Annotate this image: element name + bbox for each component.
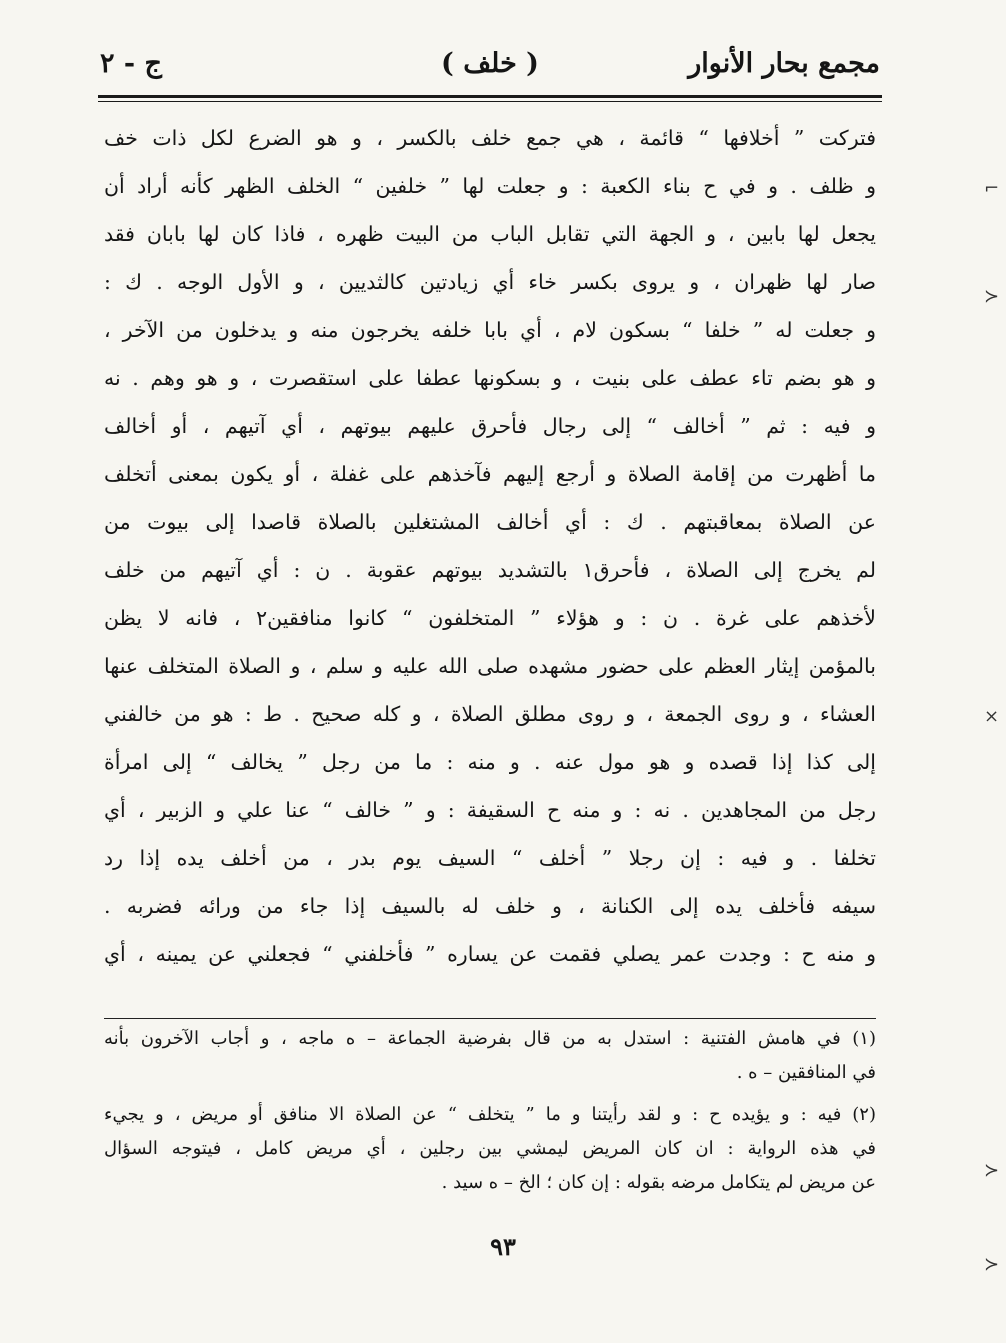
book-title: مجمع بحار الأنوار [688,48,880,79]
text-line: عن الصلاة بمعاقبتهم . ك : أي أخالف المشتغلين بالصلاة قاصدا إلى بيوت من [104,510,876,534]
footnotes [104,1022,876,1200]
text-line: العشاء ، و روى الجمعة ، و روى مطلق الصلاة ، و كله صحيح . ط : هو من خالفني [104,702,876,726]
text-line: و ظلف . و في ح بناء الكعبة : و جعلت لها ” خلفين “ الخلف الظهر كأنه أراد أن [104,174,876,198]
footnote-2-line: (٢) فيه : و يؤيده ح : و لقد رأيتنا و ما ” يتخلف “ عن الصلاة الا منافق أو مريض ، و يجيء [104,1104,876,1125]
text-line: يجعل لها بابين ، و الجهة التي تقابل الباب من البيت ظهره ، فاذا كان لها بابان فقد [104,222,876,246]
text-line: و جعلت له ” خلفا “ بسكون لام ، أي بابا خلفه يخرجون منه و يدخلون من الآخر ، [104,318,876,342]
running-header [100,42,880,90]
footnote-2-line: عن مريض لم يتكامل مرضه بقوله : إن كان ؛ الخ – ه سيد . [441,1172,876,1193]
margin-mark: ≻ [984,286,1000,307]
text-line: لأخذهم على غرة . ن : و هؤلاء ” المتخلفون “ كانوا منافقين٢ ، فانه لا يظن [104,606,876,630]
footnote-2-line: في هذه الرواية : ان كان المريض ليمشي بين رجلين ، أي مريض كامل ، فيتوجه السؤال [104,1138,876,1159]
text-line: تخلفا . و فيه : إن رجلا ” أخلف “ السيف يوم بدر ، من أخلف يده إذا رد [104,846,876,870]
volume-number: ج - ٢ [100,48,162,79]
text-line: و منه ح : وجدت عمر يصلي فقمت عن يساره ” فأخلفني “ فجعلني عن يمينه ، أي [104,942,876,966]
text-line: و فيه : ثم ” أخالف “ إلى رجال فأحرق عليهم بيوتهم ، أي آتيهم ، أو أخالف [104,414,876,438]
header-rule-thin [98,101,882,102]
entry-root: ( خلف ) [441,48,539,79]
footnote-1-line: (١) في هامش الفتنية : استدل به من قال بفرضية الجماعة – ه ماجه ، و أجاب الآخرون بأنه [104,1028,876,1049]
text-line: بالمؤمن إيثار العظم على حضور مشهده صلى الله عليه و سلم ، و الصلاة المتخلف عنها [104,654,876,678]
margin-mark: ⌐ [984,178,1000,199]
text-line: لم يخرج إلى الصلاة ، فأحرق١ بالتشديد بيوتهم عقوبة . ن : أي آتيهم من خلف [104,558,876,582]
text-line: و هو بضم تاء عطف على بنيت ، و بسكونها عطفا على استقصرت ، و هو وهم . نه [104,366,876,390]
footnote-rule [104,1018,876,1019]
text-line: رجل من المجاهدين . نه : و منه ح السقيفة : و ” خالف “ عنا علي و الزبير ، أي [104,798,876,822]
margin-mark: ≻ [984,1254,1000,1275]
text-line: إلى كذا إذا قصده و هو مول عنه . و منه : ما من رجل ” يخالف “ إلى امرأة [104,750,876,774]
header-rule [98,95,882,98]
text-line: سيفه فأخلف يده إلى الكنانة ، و خلف له بالسيف إذا جاء من ورائه فضربه . [104,894,876,918]
text-line: فتركت ” أخلافها “ قائمة ، هي جمع خلف بالكسر ، و هو الضرع لكل ذات خف [104,126,876,150]
page-number: ٩٣ [490,1232,516,1261]
footnote-1-line: في المنافقين – ه . [736,1062,876,1083]
margin-mark: ≻ [984,1160,1000,1181]
text-line: صار لها ظهران ، و يروى بكسر خاء أي زيادتين كالثديين ، و الأول الوجه . ك : [104,270,876,294]
margin-mark: × [984,706,1000,727]
main-text [104,114,876,978]
text-line: ما أظهرت من إقامة الصلاة و أرجع إليهم فآخذهم على غفلة ، أو يكون بمعنى أتخلف [104,462,876,486]
